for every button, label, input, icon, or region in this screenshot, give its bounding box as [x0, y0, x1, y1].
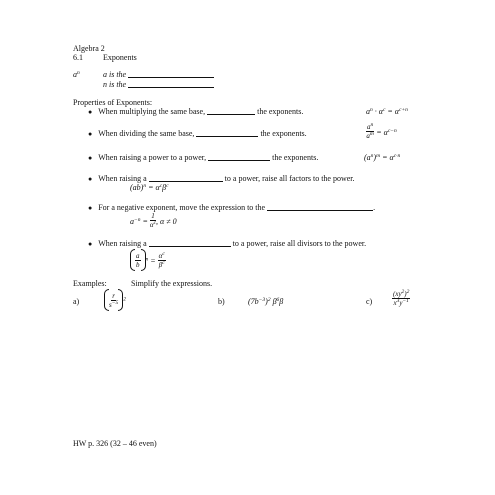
property-negative-exponent: ● For a negative exponent, move the expression to the .: [88, 203, 376, 212]
example-a-label: a): [73, 297, 80, 306]
blank-divide[interactable]: [196, 129, 258, 137]
formula-negative-exponent: $a^{-n}$ = $\frac{1}{\alpha^c}$ , α ≠ 0: [130, 211, 177, 229]
blank-base[interactable]: [128, 70, 214, 78]
formula-quotient: $\frac{a}{b}$ $^n$ = $\frac{\alpha^c}{\beta^c}$: [130, 249, 166, 271]
formula-divide: $\frac{a^n}{a^m}$ = $\alpha^{c-n}$: [366, 121, 397, 140]
blank-multiply[interactable]: [207, 107, 255, 115]
example-b-label: b): [218, 297, 225, 306]
property-quotient: ● When raising a to a power, raise all divisors to the power.: [88, 239, 367, 248]
section-title: Exponents: [103, 53, 137, 62]
definition-exponent-line: n is the: [103, 80, 214, 90]
course-title: Algebra 2: [73, 44, 105, 53]
blank-power-of-power[interactable]: [208, 153, 270, 161]
examples-instruction: Simplify the expressions.: [131, 279, 213, 288]
example-b-expression: $(7b^{-3})^2$ $\beta^6\beta$: [248, 297, 284, 306]
property-product: ● When raising a to a power, raise all factors to the power.: [88, 174, 355, 183]
property-divide: ● When dividing the same base, the exponents.: [88, 129, 307, 138]
blank-quotient[interactable]: [149, 239, 231, 247]
power-symbol: $a^n$: [73, 70, 80, 79]
formula-product: $(ab)^n = \alpha^c\beta^c$: [130, 183, 169, 192]
properties-heading: Properties of Exponents:: [73, 98, 153, 107]
blank-exponent[interactable]: [128, 80, 214, 88]
blank-negative-exponent[interactable]: [267, 203, 373, 211]
section-number: 6.1: [73, 53, 83, 62]
formula-power-of-power: $(a^n)^m = \alpha^{c\cdot n}$: [364, 153, 401, 162]
example-c-label: c): [366, 297, 373, 306]
blank-product[interactable]: [149, 174, 223, 182]
example-c-expression: $\frac{(xy^2)^2}{x^3y^{-1}}$: [393, 288, 410, 307]
property-power-of-power: ● When raising a power to a power, the exponents.: [88, 153, 319, 162]
homework-assignment: HW p. 326 (32 – 46 even): [73, 439, 157, 448]
formula-multiply: $a^n \cdot \alpha^c = \alpha^{c+n}$: [366, 107, 408, 116]
definition-base-line: a is the: [103, 70, 214, 80]
examples-label: Examples:: [73, 279, 107, 288]
property-multiply: ● When multiplying the same base, the exponents.: [88, 107, 304, 116]
example-a-expression: $\frac{r}{s^{-5}}$ $^2$: [104, 289, 126, 311]
